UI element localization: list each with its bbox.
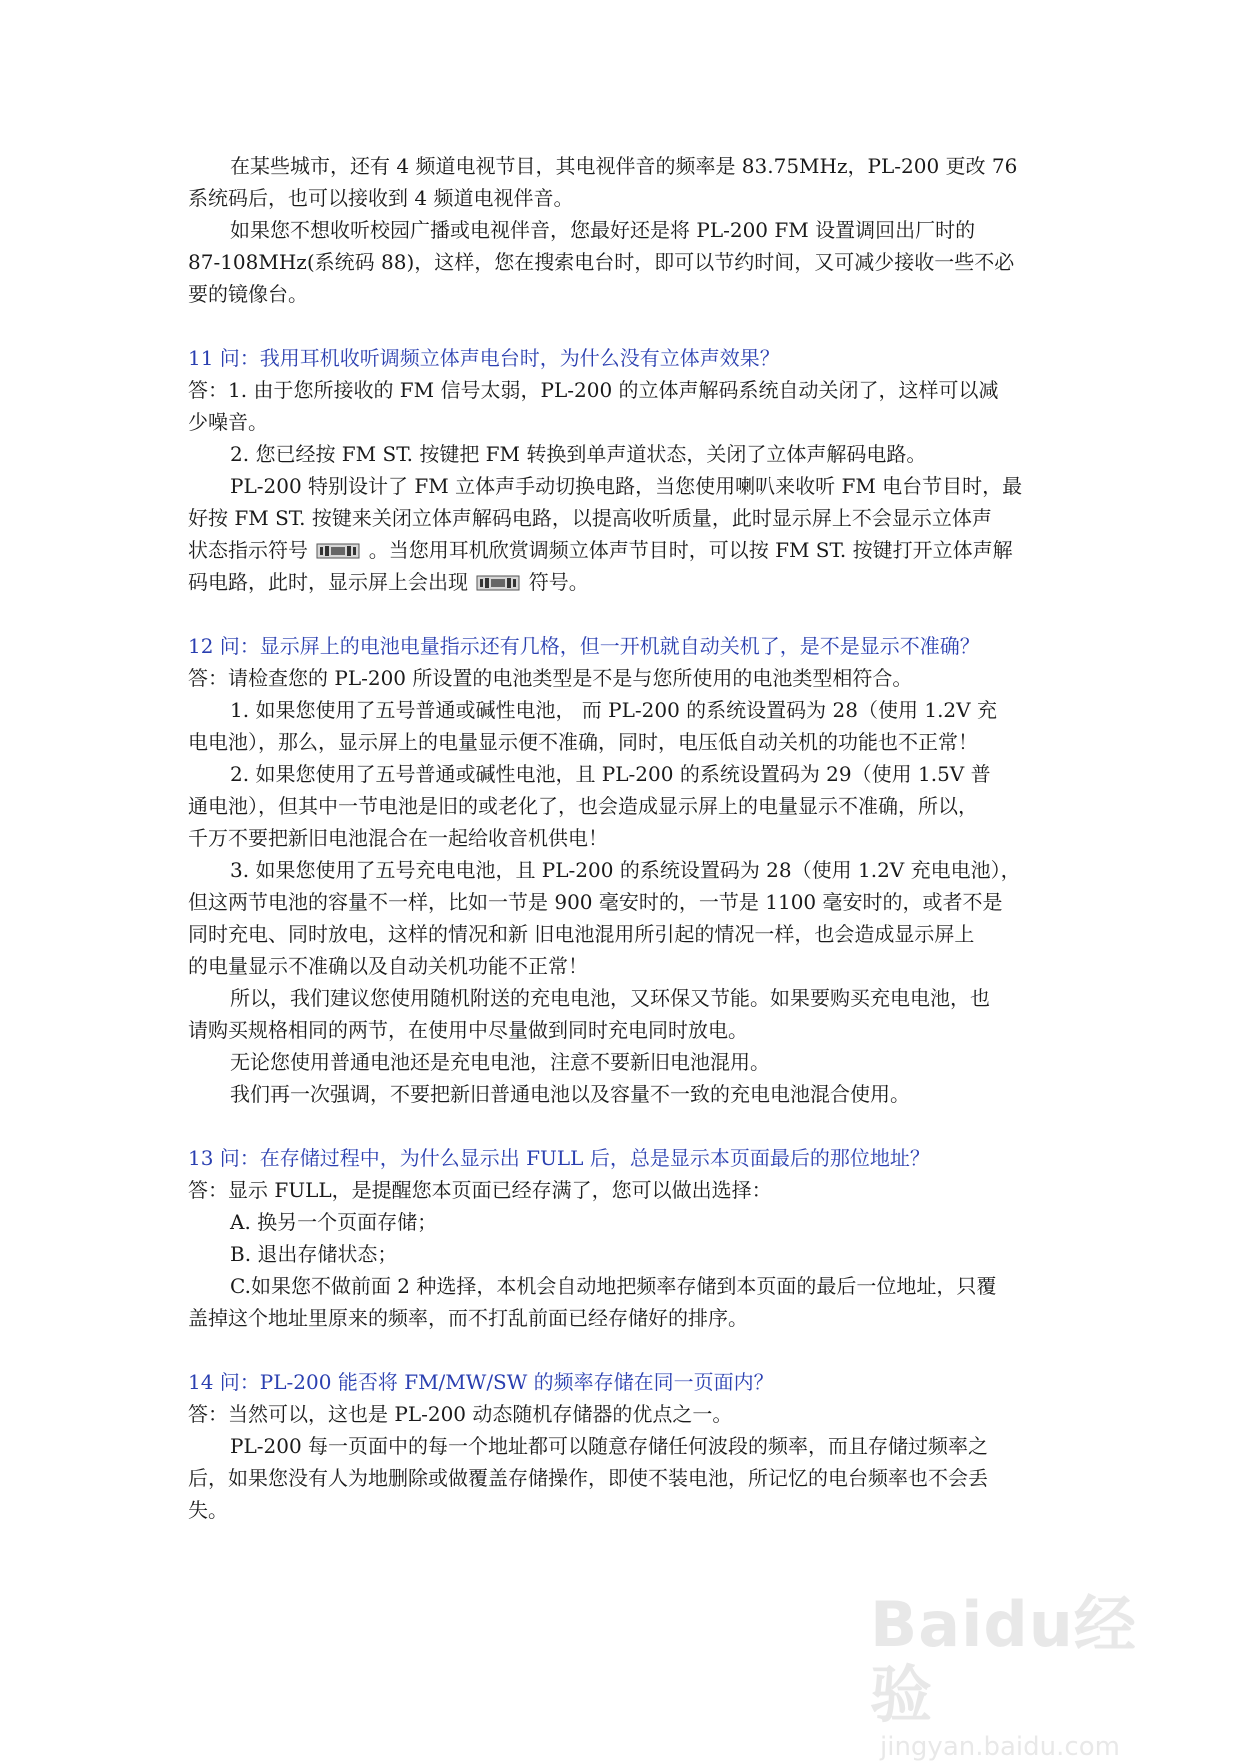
detail-line-3-pre: 状态指示符号 (188, 538, 308, 562)
answer-11-detail-line-4 (188, 566, 1058, 598)
answer-12-item-2-line-2: 通电池），但其中一节电池是旧的或老化了，也会造成显示屏上的电量显示不准确，所以， (188, 794, 978, 818)
answer-13-option-c-line-1: C.如果您不做前面 2 种选择，本机会自动地把频率存储到本页面的最后一位地址，只覆 (230, 1274, 997, 1298)
question-13: 13 问：在存储过程中，为什么显示出 FULL 后，总是显示本页面最后的那位地址？ (188, 1146, 930, 1170)
stereo-indicator-icon (476, 575, 520, 591)
paragraph-tv-channel-line-1: 在某些城市，还有 4 频道电视节目，其电视伴音的频率是 83.75MHz，PL-200 更改 76 (230, 154, 1018, 178)
answer-11-line-2: 少噪音。 (188, 410, 268, 434)
paragraph-factory-setting-line-2: 87-108MHz(系统码 88)，这样，您在搜索电台时，即可以节约时间，又可减少接收一些不必 (188, 250, 1015, 274)
answer-12: 答：请检查您的 PL-200 所设置的电池类型是不是与您所使用的电池类型相符合。 (188, 666, 913, 690)
answer-14-detail-line-2: 后，如果您没有人为地删除或做覆盖存储操作，即使不装电池，所记忆的电台频率也不会丢 (188, 1466, 988, 1490)
stereo-indicator-icon (316, 543, 360, 559)
detail-line-4-pre: 码电路，此时，显示屏上会出现 (188, 570, 468, 594)
answer-14: 答：当然可以，这也是 PL-200 动态随机存储器的优点之一。 (188, 1402, 733, 1426)
watermark-url: jingyan.baidu.com (880, 1732, 1120, 1762)
answer-14-detail-line-1: PL-200 每一页面中的每一个地址都可以随意存储任何波段的频率，而且存储过频率之 (230, 1434, 989, 1458)
answer-12-item-3-line-1: 3. 如果您使用了五号充电电池，且 PL-200 的系统设置码为 28（使用 1.2V 充电电池）， (230, 858, 1021, 882)
question-14: 14 问：PL-200 能否将 FM/MW/SW 的频率存储在同一页面内？ (188, 1370, 774, 1394)
answer-12-item-2-line-1: 2. 如果您使用了五号普通或碱性电池，且 PL-200 的系统设置码为 29（使用 1.5V 普 (230, 762, 991, 786)
answer-13-option-a: A. 换另一个页面存储； (230, 1210, 438, 1234)
paragraph-factory-setting-line-3: 要的镜像台。 (188, 282, 308, 306)
answer-12-advice-line-1: 所以，我们建议您使用随机附送的充电电池，又环保又节能。如果要购买充电电池，也 (230, 986, 990, 1010)
detail-line-3-post: 。当您用耳机欣赏调频立体声节目时，可以按 FM ST. 按键打开立体声解 (368, 538, 1013, 562)
answer-12-item-1-line-1: 1. 如果您使用了五号普通或碱性电池， 而 PL-200 的系统设置码为 28（使用 1.2V 充 (230, 698, 997, 722)
answer-11-detail-line-1: PL-200 特别设计了 FM 立体声手动切换电路，当您使用喇叭来收听 FM 电台节目时，最 (230, 474, 1023, 498)
answer-12-item-2-line-3: 千万不要把新旧电池混合在一起给收音机供电！ (188, 826, 608, 850)
answer-12-item-3-line-3: 同时充电、同时放电，这样的情况和新 旧电池混用所引起的情况一样，也会造成显示屏上 (188, 922, 975, 946)
answer-11-detail-line-3 (188, 534, 1058, 566)
baidu-jingyan-watermark (870, 1588, 1170, 1762)
answer-12-note-1: 无论您使用普通电池还是充电电池，注意不要新旧电池混用。 (230, 1050, 770, 1074)
answer-13-option-c-line-2: 盖掉这个地址里原来的频率，而不打乱前面已经存储好的排序。 (188, 1306, 748, 1330)
answer-11-detail-line-2: 好按 FM ST. 按键来关闭立体声解码电路，以提高收听质量，此时显示屏上不会显示立体声 (188, 506, 992, 530)
paragraph-tv-channel-line-2: 系统码后，也可以接收到 4 频道电视伴音。 (188, 186, 574, 210)
answer-12-item-1-line-2: 电电池），那么，显示屏上的电量显示便不准确，同时，电压低自动关机的功能也不正常！ (188, 730, 978, 754)
answer-13-option-b: B. 退出存储状态； (230, 1242, 398, 1266)
answer-12-item-3-line-4: 的电量显示不准确以及自动关机功能不正常！ (188, 954, 588, 978)
question-11: 11 问：我用耳机收听调频立体声电台时，为什么没有立体声效果？ (188, 346, 780, 370)
detail-line-4-post: 符号。 (528, 570, 589, 594)
answer-11-line-1: 答：1. 由于您所接收的 FM 信号太弱，PL-200 的立体声解码系统自动关闭了，这样可以减 (188, 378, 999, 402)
watermark-logo: Baidu经验 (870, 1588, 1137, 1731)
answer-14-detail-line-3: 失。 (188, 1498, 228, 1522)
answer-12-advice-line-2: 请购买规格相同的两节，在使用中尽量做到同时充电同时放电。 (188, 1018, 748, 1042)
paragraph-factory-setting-line-1: 如果您不想收听校园广播或电视伴音，您最好还是将 PL-200 FM 设置调回出厂时的 (230, 218, 976, 242)
answer-12-item-3-line-2: 但这两节电池的容量不一样，比如一节是 900 毫安时的，一节是 1100 毫安时的，或者不是 (188, 890, 1003, 914)
document-page (188, 150, 1058, 1526)
answer-11-item-2: 2. 您已经按 FM ST. 按键把 FM 转换到单声道状态，关闭了立体声解码电路。 (230, 442, 927, 466)
answer-12-note-2: 我们再一次强调，不要把新旧普通电池以及容量不一致的充电电池混合使用。 (230, 1082, 910, 1106)
answer-13: 答：显示 FULL，是提醒您本页面已经存满了，您可以做出选择： (188, 1178, 772, 1202)
question-12: 12 问：显示屏上的电池电量指示还有几格，但一开机就自动关机了，是不是显示不准确？ (188, 634, 980, 658)
